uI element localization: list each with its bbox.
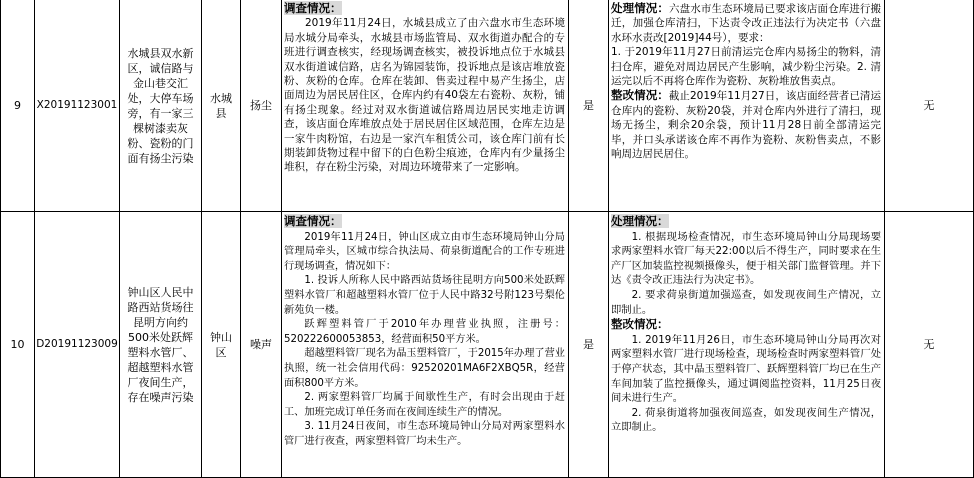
- rectification-paragraph: 2. 荷泉街道将加强夜间巡查，如发现夜间生产情况，立即制止。: [611, 406, 881, 434]
- investigation-paragraph: 2019年11月24日，钟山区成立由市生态环境局钟山分局管理局牵头，区城市综合执法局、荷泉街道配合的工作专班进行现场调查，情况如下：: [284, 231, 565, 272]
- case-code: X20191123001: [36, 99, 118, 111]
- row-index: 9: [14, 99, 21, 112]
- pollution-type: 噪声: [250, 338, 272, 351]
- investigation-paragraph: 跃辉塑料管厂于2010年办理营业执照，注册号：520222600053853，经营面积50平方米。: [284, 319, 565, 345]
- pollution-type: 扬尘: [250, 99, 272, 112]
- handling-paragraph: 2. 要求荷泉街道加强巡查，如发现夜间生产情况，立即制止。: [611, 288, 881, 316]
- investigation-cell: [284, 1, 565, 210]
- investigation-cell: [284, 214, 565, 476]
- grid-line: [608, 0, 609, 478]
- verified-flag: 是: [583, 338, 594, 351]
- complaint-location: 水城县双水新区，诚信路与金山巷交汇处，大停车场旁，有一家三棵树漆卖灰粉、瓷粉的门面有扬尘污染: [127, 46, 194, 165]
- handling-paragraph: 1. 于2019年11月27日前清运完仓库内易扬尘的物料，清扫仓库，避免对周边居民产生影响，减少粉尘污染。2. 清运完以后不再将仓库作为瓷粉、灰粉堆放售卖点。: [611, 46, 881, 88]
- grid-line: [281, 0, 282, 478]
- case-code: D20191123009: [36, 338, 118, 350]
- investigation-paragraph: 1. 投诉人所称人民中路西站货场往昆明方向500米处跃辉塑料水管厂和超越塑料水管厂位于人民中路32号附123号梨伦新苑负一楼。: [284, 275, 565, 316]
- district: 水城县: [210, 91, 232, 120]
- handling-heading: 处理情况：: [611, 1, 670, 15]
- row-index: 10: [10, 338, 25, 351]
- handling-paragraph: 1. 根据现场检查情况，市生态环境局钟山分局现场要求两家塑料水管厂每天22:00以后不得生产，同时要求在生产厂区加装监控视频摄像头，便于相关部门监督管理。并下达《责令改正违法行为决定书》。: [611, 230, 881, 287]
- accountability: 无: [923, 99, 935, 112]
- rectification-paragraph: 1. 2019年11月26日，市生态环境局钟山分局再次对两家塑料水管厂进行现场检查，现场检查时两家塑料管厂处于停产状态，其中晶玉塑料管厂、跃辉塑料管厂均已在生产车间加装了监控摄像头，通过调阅监控资料，11月25日夜间未进行生产。: [611, 333, 881, 405]
- investigation-paragraph: 超越塑料管厂现名为晶玉塑料管厂，于2015年办理了营业执照，统一社会信用代码：92520201MA6F2XBQ5R，经营面积800平方米。: [284, 348, 565, 389]
- handling-heading: 处理情况：: [611, 214, 669, 228]
- investigation-paragraph: 3. 11月24日夜间，市生态环境局钟山分局对两家塑料水管厂进行夜查，两家塑料管厂均未生产。: [284, 421, 565, 447]
- handling-cell: [611, 1, 881, 210]
- district: 钟山区: [210, 330, 232, 359]
- investigation-heading: 调查情况：: [284, 214, 342, 228]
- rectification-heading: 整改情况：: [611, 88, 669, 103]
- handling-cell: [611, 214, 881, 476]
- complaint-location: 钟山区人民中路西站货场往昆明方向约500米处跃辉塑料水管厂、超越塑料水管厂夜间生产，存在噪声污染: [127, 285, 194, 404]
- accountability: 无: [923, 338, 935, 351]
- verified-flag: 是: [583, 99, 594, 112]
- investigation-paragraph: 2. 两家塑料管厂均属于间歇性生产，有时会出现由于赶工、加班完成订单任务而在夜间连续生产的情况。: [284, 392, 565, 418]
- investigation-heading: 调查情况：: [284, 1, 342, 15]
- investigation-paragraph: 2019年11月24日，水城县成立了由六盘水市生态环境局水城分局牵头，水城县市场监管局、双水街道办配合的专班进行调查核实，经现场调查核实，被投诉地点位于水城县双水街道诚信路，店名为锦园装饰，投诉地点是该店堆放瓷粉、灰粉的仓库。仓库在装卸、售卖过程中易产生扬尘，店面周边为居民居住区，仓库内约有40袋左右瓷粉、灰粉，铺有扬尘现象。经过对双水街道诚信路周边居民实地走访调查，该店面仓库堆放点处于居民居住区域范围，仓库左边是一家牛肉粉馆，右边是一家汽车租赁公司，该仓库门前有长期装卸货物过程中留下的白色粉尘痕迹，仓库内有少量扬尘堆积，存在粉尘污染，对周边环境带来了一定影响。: [284, 17, 565, 174]
- handling-paragraph: 六盘水市生态环境局已要求该店面仓库进行搬迁，加强仓库清扫，下达责令改正违法行为决定书（六盘水环水责改[2019]44号），要求：: [611, 3, 881, 44]
- rectification-heading: 整改情况：: [611, 317, 669, 332]
- rectification-paragraph: 截止2019年11月27日，该店面经营者已清运仓库内的瓷粉、灰粉20袋，并对仓库内外进行了清扫，现场无扬尘，剩余20余袋，预计11月28日前全部清运完毕，并口头承诺该仓库不再作为瓷粉、灰粉售卖点，不影响周边居民居住。: [611, 90, 881, 161]
